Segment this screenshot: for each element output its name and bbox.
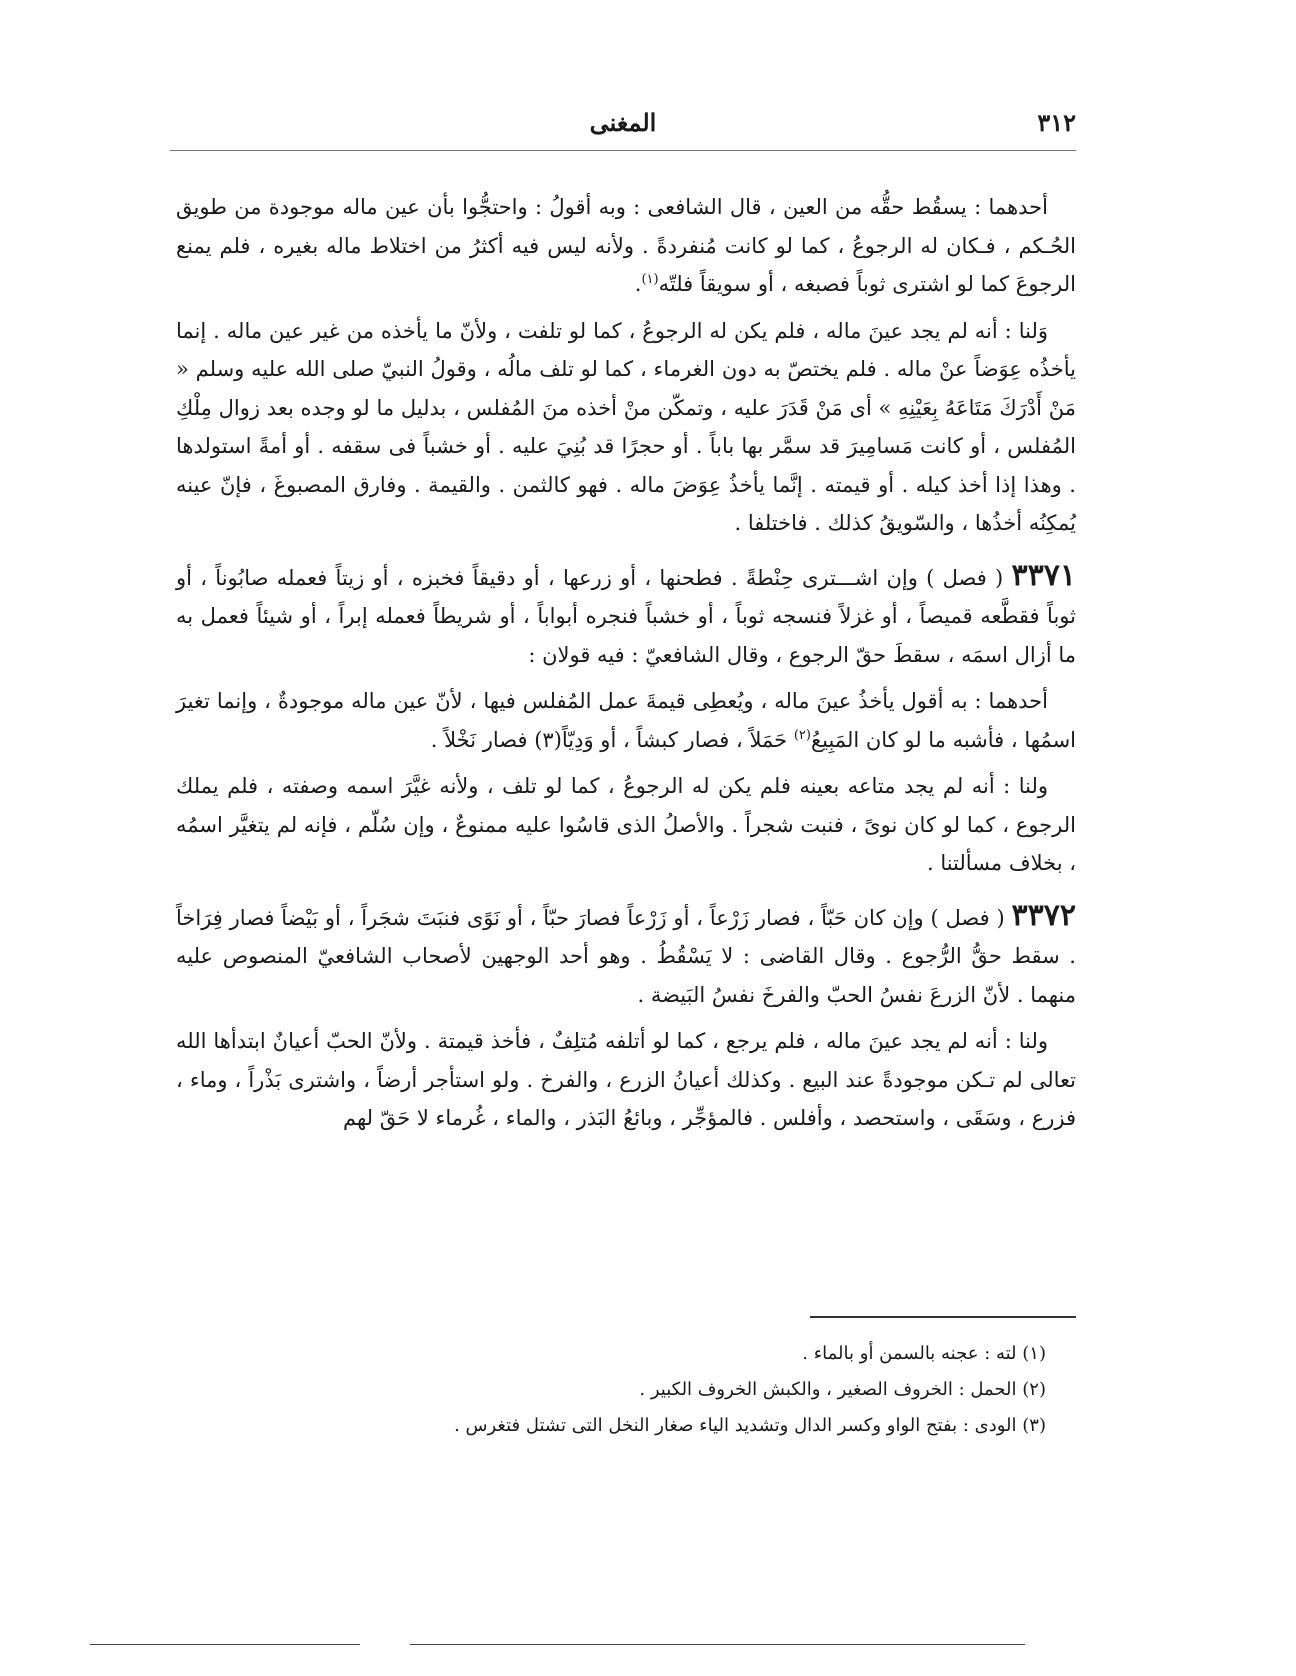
- footnote: (٢) الحمل : الخروف الصغير ، والكبش الخروف الكبير .: [639, 1379, 1046, 1400]
- main-text: [176, 188, 1076, 1146]
- paragraph-text: ولنا : أنه لم يجد عينَ ماله ، فلم يرجع ، كما لو أتلفه مُتلِفٌ ، فأخذ قيمتة . ولأنّ الحبّ أعيانٌ ابتدأها الله تعالى لم تـكن موجودةً عند البيع . وكذلك أعيانُ الزرع ، والفرخ . ولو استأجر أرضاً ، واشترى بَذْراً ، وماء ، فزرع ، وسَقَى ، واستحصد ، وأفلس . فالمؤجِّر ، وبائعُ البَذر ، والماء ، غُرماء لا حَقّ لهم: [176, 1029, 1076, 1130]
- paragraph: [176, 1022, 1076, 1138]
- paragraph-text: ( فصل ) وإن كان حَبّاً ، فصار زَرْعاً ، أو زَرْعاً فصارَ حبّاً ، أو نَوًى فنبَتَ شجَراً ، أو بَيْضاً فصار فِرَاخاً . سقط حقُّ الرُّجوع . وقال القاضى : لا يَسْقُطُ . وهو أحد الوجهين لأصحاب الشافعيّ المنصوص عليه منهما . لأنّ الزرعَ نفسُ الحبّ والفرخَ نفسُ البَيضة .: [176, 905, 1076, 1007]
- paragraph: [176, 188, 1076, 304]
- running-title: المغنى: [589, 108, 657, 137]
- paragraph-text: ولنا : أنه لم يجد متاعه بعينه فلم يكن له الرجوعُ ، كما لو تلف ، ولأنه غيَّرَ اسمه وصفته ، فلم يملك الرجوع ، كما لو كان نوىً ، فنبت شجراً . والأصلُ الذى قاسُوا عليه ممنوعٌ ، وإن سُلّم ، فإنه لم يتغيَّر اسمُه ، بخلاف مسألتنا .: [176, 774, 1076, 875]
- section-paragraph: [176, 557, 1076, 675]
- footnote-ref: (٢): [793, 727, 811, 743]
- page-header: [170, 108, 1076, 148]
- section-paragraph: [176, 897, 1076, 1015]
- footnote-ref: (١): [641, 272, 659, 287]
- footnote: (١) لته : عجنه بالسمن أو بالماء .: [802, 1343, 1046, 1364]
- page-edge-line: [90, 1644, 360, 1645]
- section-number: ٣٣٧١: [1011, 557, 1076, 593]
- paragraph: [176, 767, 1076, 883]
- paragraph-text: أحدهما : به أقول يأخذُ عينَ ماله ، ويُعطِى قيمةَ عمل المُفلس فيها ، لأنّ عين ماله موجودةٌ ، وإنما تغيرَ اسمُها ، فأشبه ما لو كان المَبِيعُ: [176, 689, 1076, 752]
- paragraph-text: وَلنا : أنه لم يجد عينَ ماله ، فلم يكن له الرجوعُ ، كما لو تلفت ، ولأنّ ما يأخذه من غير عين ماله . إنما يأخذُه عِوَضاً عنْ ماله . فلم يختصّ به دون الغرماء ، كما لو تلف مالُه ، وقولُ النبيّ صلى الله عليه وسلم « مَنْ أَدْرَكَ مَتَاعَهُ بِعَيْنِهِ » أى مَنْ قَدَرَ عليه ، وتمكّن منْ أخذه منَ المُفلس ، بدليل ما لو وجده بعد زوال مِلْكِ المُفلس ، أو كانت مَسامِيرَ قد سمَّر بها باباً . أو حجرًا قد بُنِيَ عليه . أو خشباً فى سقفه . أو أمةً استولدها . وهذا إذا أخذ كيله . أو قيمته . إنَّما يأخذُ عِوَضَ ماله . فهو كالثمن . والقيمة . وفارق المصبوغَ ، فإنّ عينه يُمكِنُه أخذُها ، والسّويقُ كذلك . فاختلفا .: [176, 318, 1076, 535]
- paragraph-text: ( فصل ) وإن اشـــترى حِنْطةً . فطحنها ، أو زرعها ، أو دقيقاً فخبزه ، أو زيتاً فعمله صابُوناً ، أو ثوباً فقطَّعه قميصاً ، أو غزلاً فنسجه ثوباً ، أو خشباً فنجره أبواباً ، أو شريطاً فعمله إبراً ، أو شيئاً فعمل به ما أزال اسمَه ، سقطَ حقّ الرجوع ، وقال الشافعيّ : فيه قولان :: [176, 565, 1076, 667]
- footnotes: [176, 1336, 1046, 1444]
- page-number: ٣١٢: [1037, 108, 1076, 137]
- paragraph: [176, 312, 1076, 543]
- paragraph-text: أحدهما : يسقُط حقُّه من العين ، قال الشافعى : وبه أقولُ : واحتجُّوا بأن عين ماله موجودة من طويق الحُـكم ، فـكان له الرجوعُ ، كما لو كانت مُنفردةً . ولأنه ليس فيه أكثرُ من اختلاط ماله بغيره ، فلم يمنع الرجوعَ كما لو اشترى ثوباً فصبغه ، أو سويقاً فلتّه: [176, 195, 1076, 296]
- section-number: ٣٣٧٢: [1011, 897, 1076, 933]
- paragraph-tail: .: [634, 272, 642, 296]
- footnote-divider: [810, 1316, 1076, 1318]
- paragraph-tail: حَمَلاً ، فصار كبشاً ، أو وَدِيّاً(٣) فصار نَخْلاً .: [430, 727, 788, 752]
- paragraph: [176, 682, 1076, 759]
- footnote: (٣) الودى : بفتح الواو وكسر الدال وتشديد الياء صغار النخل التى تشتل فتغرس .: [454, 1415, 1046, 1436]
- header-divider: [170, 150, 1076, 151]
- page-edge-line: [410, 1644, 1025, 1645]
